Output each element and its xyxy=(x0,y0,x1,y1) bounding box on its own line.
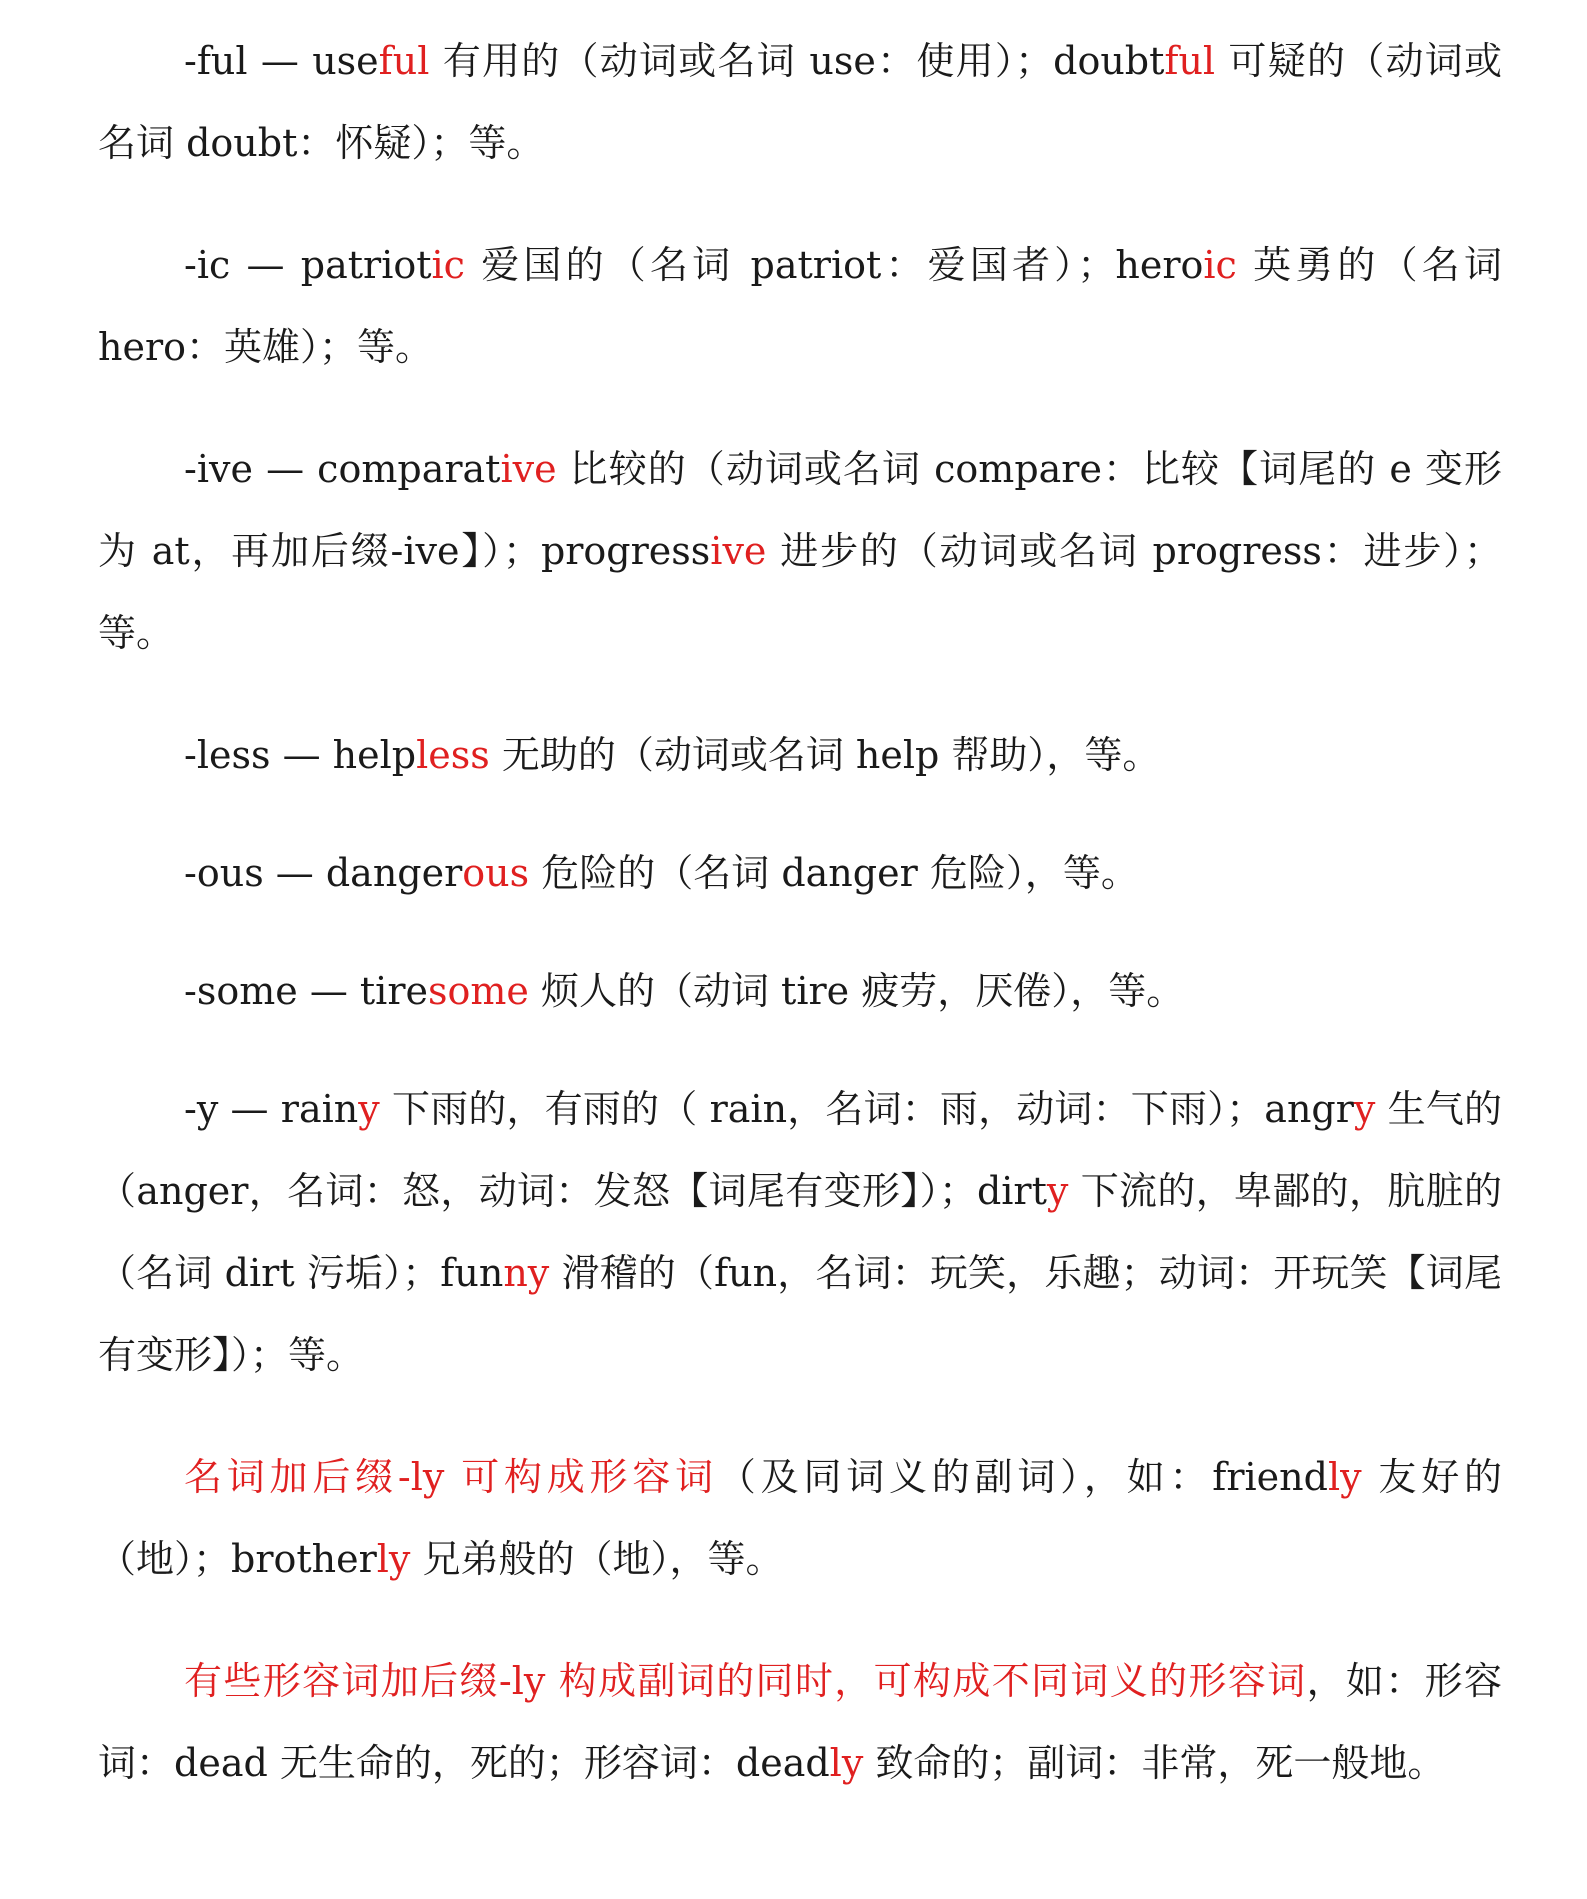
text-run: -less — help xyxy=(184,733,417,777)
text-run: 可疑的（动词或名词 doubt：怀疑）；等。 xyxy=(98,39,1502,165)
text-run: 进步的（动词或名词 progress：进步）；等。 xyxy=(98,529,1502,655)
text-run: 烦人的（动词 tire 疲劳，厌倦），等。 xyxy=(528,969,1185,1013)
highlight-suffix: y xyxy=(358,1087,380,1131)
highlight-suffix: ive xyxy=(500,447,557,491)
paragraph-suffix-ic xyxy=(98,224,1502,388)
text-run: -ive — comparat xyxy=(184,447,501,491)
text-run: 有用的（动词或名词 use：使用）；doubt xyxy=(429,39,1165,83)
text-run: ，如：形容词：dead 无生命的，死的；形容词：dead xyxy=(98,1659,1502,1785)
paragraph-suffix-ous xyxy=(98,832,1502,914)
text-run: 友好的（地）；brother xyxy=(98,1455,1502,1581)
highlight-suffix: ly xyxy=(829,1741,864,1785)
highlight-suffix: ive xyxy=(710,529,767,573)
text-run: 英勇的（名词 hero：英雄）；等。 xyxy=(98,243,1502,369)
text-run: -ous — danger xyxy=(184,851,463,895)
paragraph-suffix-ive xyxy=(98,428,1502,674)
paragraph-suffix-less xyxy=(98,714,1502,796)
highlight-suffix: less xyxy=(416,733,490,777)
text-run: 比较的（动词或名词 compare：比较【词尾的 e 变形为 at，再加后缀-ive】）；progress xyxy=(98,447,1502,573)
text-run: 无助的（动词或名词 help 帮助），等。 xyxy=(489,733,1161,777)
paragraph-adj-ly xyxy=(98,1640,1502,1804)
text-run: -ic — patriot xyxy=(184,243,432,287)
highlight-suffix: ful xyxy=(378,39,430,83)
highlight-suffix: ous xyxy=(462,851,530,895)
highlight-rule: 名词加后缀-ly 可构成形容词 xyxy=(184,1455,718,1499)
highlight-suffix: ly xyxy=(376,1537,411,1581)
text-run: 致命的；副词：非常，死一般地。 xyxy=(863,1741,1446,1785)
highlight-suffix: y xyxy=(1353,1087,1376,1131)
text-run: （及同词义的副词），如：friend xyxy=(717,1455,1328,1499)
text-run: 兄弟般的（地），等。 xyxy=(410,1537,784,1581)
text-run: 滑稽的（fun，名词：玩笑，乐趣；动词：开玩笑【词尾有变形】）；等。 xyxy=(98,1251,1503,1377)
text-run: 生气的（anger，名词：怒，动词：发怒【词尾有变形】）；dirt xyxy=(98,1087,1502,1213)
highlight-suffix: ic xyxy=(1203,243,1237,287)
text-run: 爱国的（名词 patriot：爱国者）；hero xyxy=(464,243,1204,287)
paragraph-noun-ly xyxy=(98,1436,1502,1600)
text-run: 下流的，卑鄙的，肮脏的（名词 dirt 污垢）；fun xyxy=(98,1169,1502,1295)
highlight-suffix: ly xyxy=(1327,1455,1362,1499)
paragraph-suffix-some xyxy=(98,950,1502,1032)
text-run: -some — tire xyxy=(184,969,428,1013)
text-run: -y — rain xyxy=(184,1087,359,1131)
paragraph-suffix-y xyxy=(98,1068,1502,1396)
highlight-suffix: y xyxy=(1046,1169,1069,1213)
highlight-rule: 有些形容词加后缀-ly 构成副词的同时，可构成不同词义的形容词 xyxy=(184,1659,1307,1703)
text-run: 下雨的，有雨的（ rain，名词：雨，动词：下雨）；angr xyxy=(379,1087,1354,1131)
text-run: 危险的（名词 danger 危险），等。 xyxy=(529,851,1139,895)
highlight-suffix: ful xyxy=(1164,39,1216,83)
paragraph-suffix-ful xyxy=(98,20,1502,184)
highlight-suffix: ny xyxy=(503,1251,550,1295)
highlight-suffix: ic xyxy=(431,243,465,287)
highlight-suffix: some xyxy=(427,969,529,1013)
text-run: -ful — use xyxy=(184,39,379,83)
